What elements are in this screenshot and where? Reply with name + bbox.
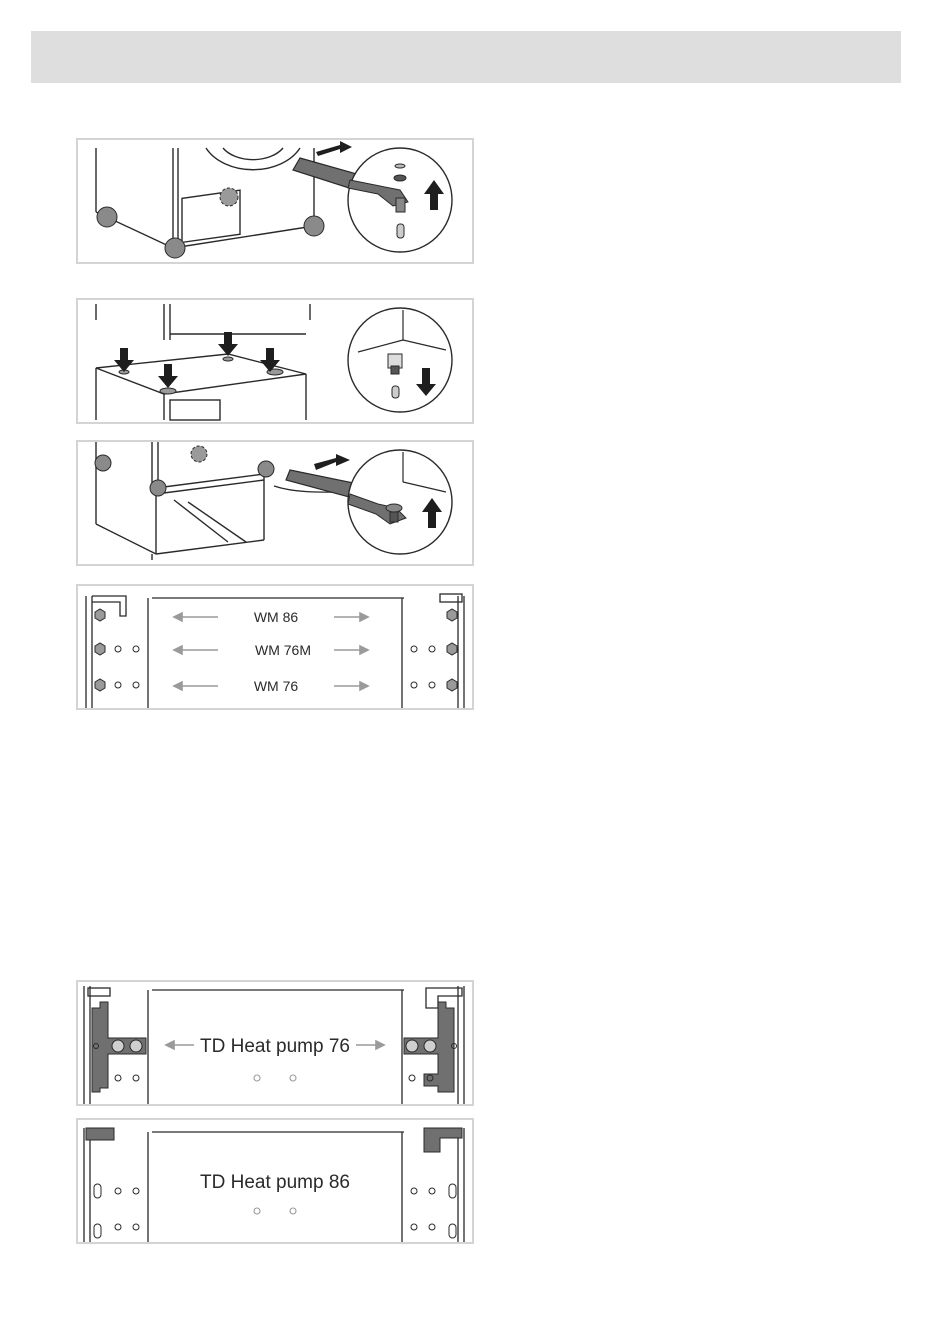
label-wm76: WM 76 bbox=[253, 678, 299, 694]
figure-remove-feet bbox=[76, 138, 474, 264]
label-td-heat-pump-76: TD Heat pump 76 bbox=[200, 1036, 350, 1057]
figure-td-heat-pump-76 bbox=[76, 980, 474, 1106]
arrow-down-icon bbox=[114, 332, 280, 388]
foot-icon bbox=[97, 188, 324, 258]
bracket-left bbox=[86, 1128, 114, 1140]
label-td-heat-pump-86: TD Heat pump 86 bbox=[200, 1172, 350, 1193]
figure-wm-brackets bbox=[76, 584, 474, 710]
figure-place-on-pedestal bbox=[76, 298, 474, 424]
figure-tighten-feet bbox=[76, 440, 474, 566]
label-wm86: WM 86 bbox=[253, 609, 299, 625]
bracket-right bbox=[424, 1128, 462, 1152]
header-bar bbox=[31, 31, 901, 83]
foot-icon bbox=[95, 446, 274, 496]
arrow-right-icon bbox=[314, 454, 350, 470]
arrow-right-icon bbox=[316, 141, 352, 156]
label-wm76m: WM 76M bbox=[255, 642, 311, 658]
figure-td-heat-pump-86 bbox=[76, 1118, 474, 1244]
